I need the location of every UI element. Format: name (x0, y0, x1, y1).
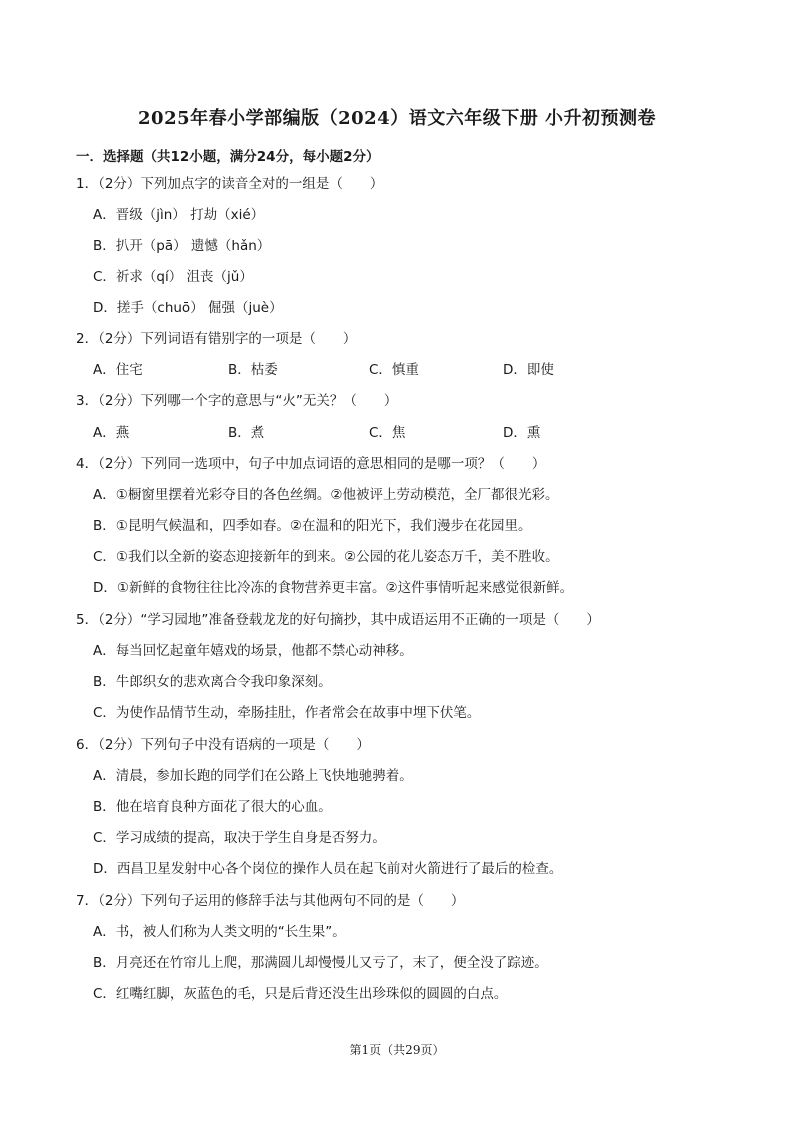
question-2-option-c: C．慎重 (369, 362, 419, 378)
question-3-option-d: D．熏 (503, 425, 541, 441)
question-2-option-d: D．即使 (503, 362, 554, 378)
question-2-stem: 2．（2分）下列词语有错别字的一项是（ ） (76, 331, 357, 347)
question-3-stem: 3．（2分）下列哪一个字的意思与“火”无关？（ ） (76, 393, 398, 409)
question-4-option-b: B．①昆明气候温和，四季如春。②在温和的阳光下，我们漫步在花园里。 (93, 518, 532, 534)
exam-title: 2025年春小学部编版（2024）语文六年级下册 小升初预测卷 (138, 108, 656, 129)
question-3-option-a: A．燕 (93, 425, 130, 441)
question-3-option-c: C．焦 (369, 425, 406, 441)
question-1-stem: 1．（2分）下列加点字的读音全对的一组是（ ） (76, 176, 384, 192)
question-3-option-b: B．煮 (228, 425, 265, 441)
question-7-option-a: A．书，被人们称为人类文明的“长生果”。 (93, 924, 346, 940)
question-6-option-b: B．他在培育良种方面花了很大的心血。 (93, 799, 332, 815)
question-6-option-c: C．学习成绩的提高，取决于学生自身是否努力。 (93, 830, 386, 846)
question-1-option-c: C．祈求（qí） 沮丧（jǔ） (93, 269, 253, 285)
question-5-stem: 5．（2分）“学习园地”准备登载龙龙的好句摘抄，其中成语运用不正确的一项是（ ） (76, 612, 600, 628)
question-5-option-a: A．每当回忆起童年嬉戏的场景，他都不禁心动神移。 (93, 643, 413, 659)
question-4-stem: 4．（2分）下列同一选项中，句子中加点词语的意思相同的是哪一项？（ ） (76, 456, 546, 472)
question-7-stem: 7．（2分）下列句子运用的修辞手法与其他两句不同的是（ ） (76, 893, 465, 909)
question-6-stem: 6．（2分）下列句子中没有语病的一项是（ ） (76, 737, 370, 753)
question-5-option-b: B．牛郎织女的悲欢离合令我印象深刻。 (93, 674, 332, 690)
question-6-option-d: D．西昌卫星发射中心各个岗位的操作人员在起飞前对火箭进行了最后的检查。 (93, 861, 563, 877)
question-7-option-c: C．红嘴红脚，灰蓝色的毛，只是后背还没生出珍珠似的圆圆的白点。 (93, 986, 508, 1002)
question-1-option-b: B．扒开（pā） 遗憾（hǎn） (93, 238, 271, 254)
question-2-option-a: A．住宅 (93, 362, 143, 378)
question-1-option-d: D．搓手（chuō） 倔强（juè） (93, 300, 283, 316)
question-4-option-a: A．①橱窗里摆着光彩夺目的各色丝绸。②他被评上劳动模范，全厂都很光彩。 (93, 487, 559, 503)
question-2-option-b: B．枯委 (228, 362, 278, 378)
question-5-option-c: C．为使作品情节生动，牵肠挂肚，作者常会在故事中埋下伏笔。 (93, 705, 481, 721)
page-footer: 第1页（共29页） (349, 1043, 445, 1057)
question-1-option-a: A．晋级（jìn） 打劫（xié） (93, 207, 265, 223)
question-4-option-c: C．①我们以全新的姿态迎接新年的到来。②公园的花儿姿态万千，美不胜收。 (93, 549, 559, 565)
section-heading: 一．选择题（共12小题，满分24分，每小题2分） (76, 149, 380, 165)
question-6-option-a: A．清晨，参加长跑的同学们在公路上飞快地驰骋着。 (93, 768, 413, 784)
question-7-option-b: B．月亮还在竹帘儿上爬，那满圆儿却慢慢儿又亏了，末了，便全没了踪迹。 (93, 955, 548, 971)
question-4-option-d: D．①新鲜的食物往往比冷冻的食物营养更丰富。②这件事情听起来感觉很新鲜。 (93, 580, 574, 596)
